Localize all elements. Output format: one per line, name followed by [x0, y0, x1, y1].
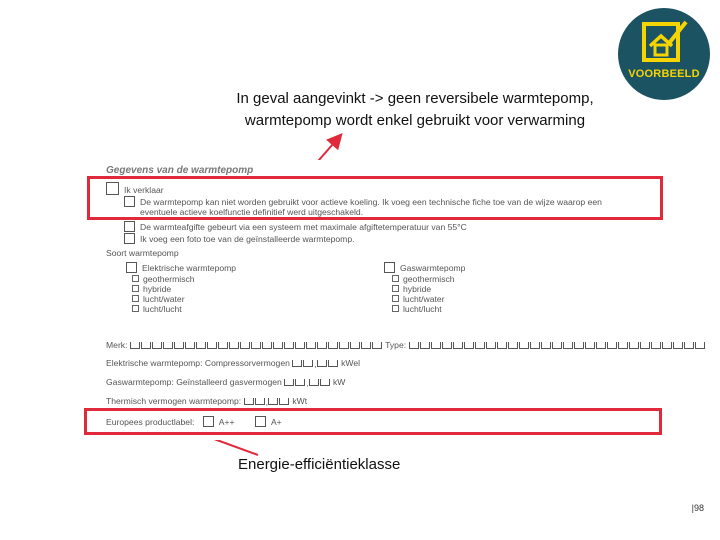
gas-option[interactable]: hybride: [392, 284, 455, 294]
highlight-cooling-statement: [87, 176, 663, 220]
form-title: Gegevens van de warmtepomp: [106, 165, 254, 176]
statement-55c: De warmteafgifte gebeurt via een systeem met maximale afgiftetemperatuur van 55°C: [124, 221, 467, 232]
statement-no-cooling-cont: eventuele actieve koelfunctie definitief werd uitgeschakeld.: [140, 207, 364, 217]
top-annotation-line2: warmtepomp wordt enkel gebruikt voor verwarming: [244, 112, 586, 129]
energy-label-row: Europees productlabel: A++ A+: [106, 417, 282, 427]
gas-power-row: Gaswarmtepomp: Geïnstalleerd gasvermogen , kW: [106, 377, 346, 388]
gas-row: Gaswarmtepomp: [384, 262, 465, 273]
bottom-annotation: Energie-efficiëntieklasse: [238, 456, 401, 473]
elek-option[interactable]: hybride: [132, 284, 195, 294]
top-annotation-line1: In geval aangevinkt -> geen reversibele warmtepomp,: [236, 90, 594, 107]
merk-type-row: Merk: Type:: [106, 340, 706, 351]
merk-input[interactable]: [130, 341, 383, 351]
elektrisch-row: Elektrische warmtepomp: [126, 262, 236, 273]
gas-option[interactable]: lucht/lucht: [392, 304, 455, 314]
elek-option[interactable]: lucht/water: [132, 294, 195, 304]
ik-verklaar-row: Ik verklaar: [106, 182, 164, 195]
form-side-margin-text: [86, 210, 94, 435]
gas-checkbox[interactable]: [384, 262, 395, 273]
gas-options: [392, 274, 455, 314]
photo-checkbox[interactable]: [124, 233, 135, 244]
statement-no-cooling: De warmtepomp kan niet worden gebruikt voor actieve koeling. Ik voeg een technische fiche toe van de wijze waarop een: [124, 196, 602, 207]
elektrisch-options: [132, 274, 195, 314]
compressor-power-row: Elektrische warmtepomp: Compressorvermogen , kWel: [106, 358, 361, 369]
page-number: |98: [691, 503, 704, 513]
thermal-power-row: Thermisch vermogen warmtepomp: , kWt: [106, 396, 308, 407]
elek-option[interactable]: geothermisch: [132, 274, 195, 284]
statement-photo: Ik voeg een foto toe van de geïnstalleerde warmtepomp.: [124, 233, 355, 244]
temp-55c-checkbox[interactable]: [124, 221, 135, 232]
elektrisch-checkbox[interactable]: [126, 262, 137, 273]
type-input[interactable]: [409, 341, 706, 351]
gas-option[interactable]: lucht/water: [392, 294, 455, 304]
gas-power-input[interactable]: ,: [284, 378, 330, 388]
badge-label: VOORBEELD: [628, 68, 700, 80]
elek-option[interactable]: lucht/lucht: [132, 304, 195, 314]
compressor-power-input[interactable]: ,: [292, 359, 338, 369]
voorbeeld-badge: [618, 8, 710, 100]
soort-label: Soort warmtepomp: [106, 248, 179, 258]
house-checklist-icon: [640, 18, 688, 64]
gas-option[interactable]: geothermisch: [392, 274, 455, 284]
top-annotation: [200, 88, 630, 132]
thermal-power-input[interactable]: ,: [244, 397, 290, 407]
highlight-energy-label: [84, 408, 662, 435]
